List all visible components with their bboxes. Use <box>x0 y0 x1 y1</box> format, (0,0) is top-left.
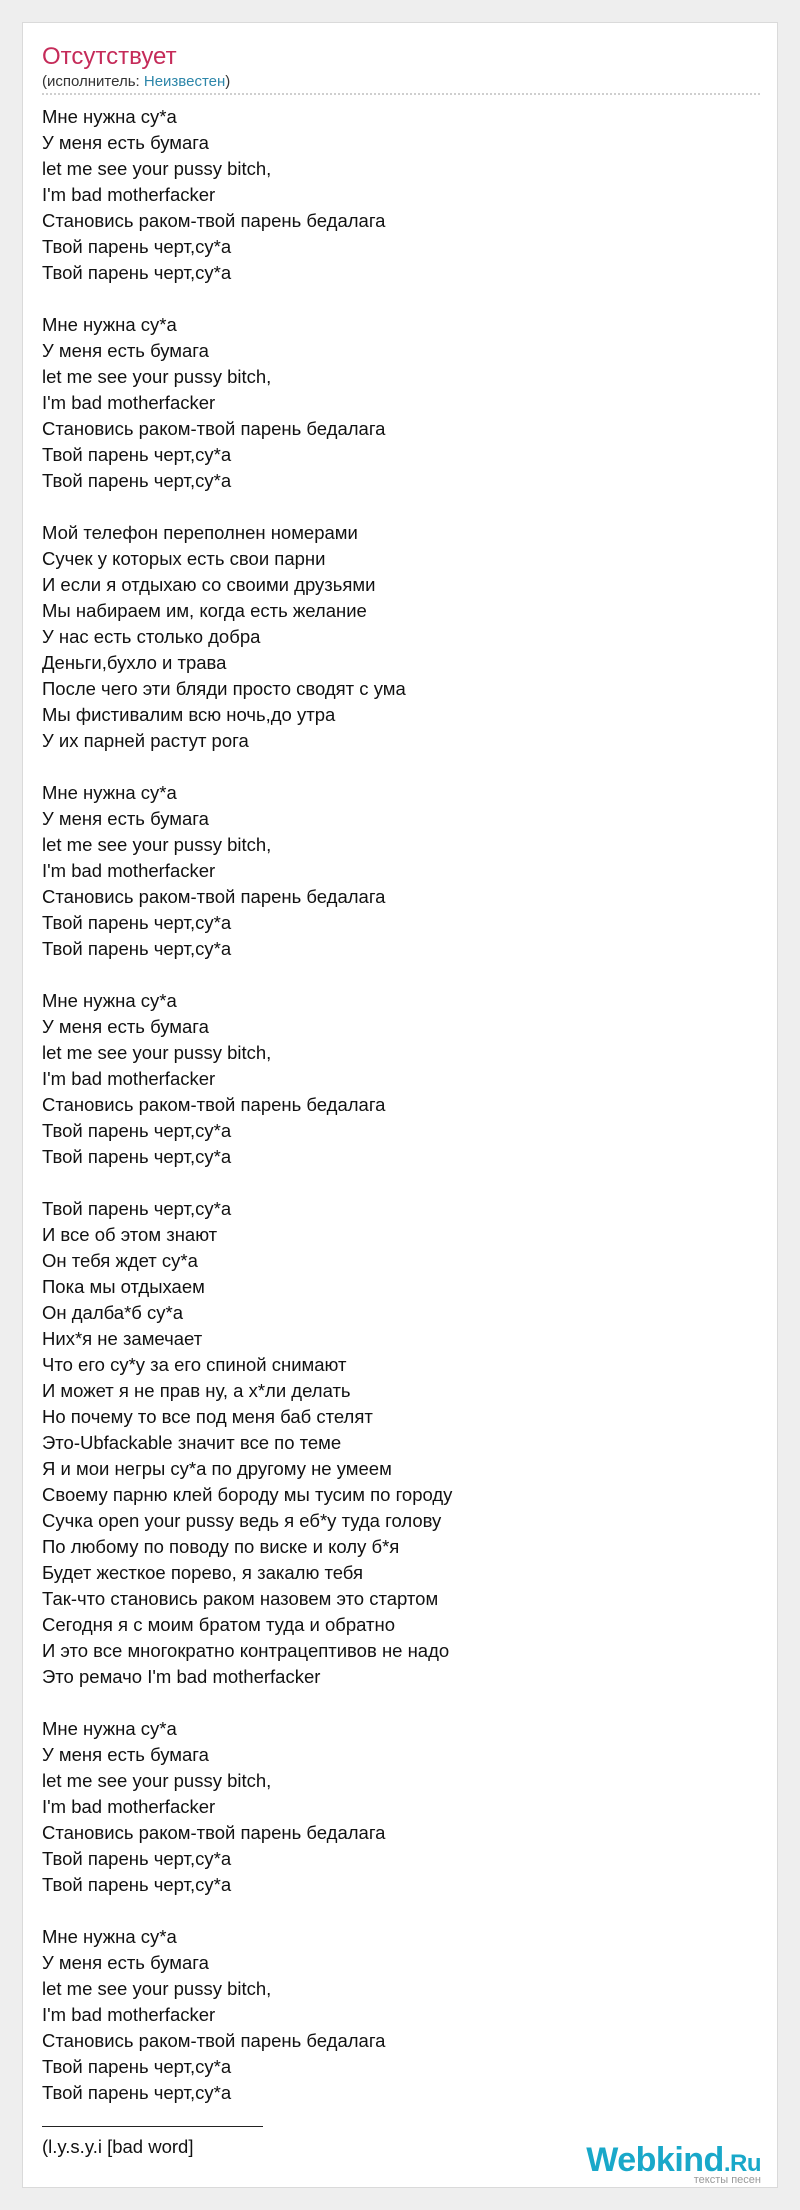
lyric-line: Мне нужна су*а <box>42 1926 177 1947</box>
lyric-line: Становись раком-твой парень бедалага <box>42 210 386 231</box>
lyric-line: У меня есть бумага <box>42 808 209 829</box>
lyric-line: Твой парень черт,су*а <box>42 2056 232 2077</box>
lyric-line: Твой парень черт,су*а <box>42 1874 232 1895</box>
lyric-line: Них*я не замечает <box>42 1328 203 1349</box>
lyric-line: let me see your pussy bitch, <box>42 158 272 179</box>
lyric-line: У меня есть бумага <box>42 1016 209 1037</box>
lyric-line: let me see your pussy bitch, <box>42 366 272 387</box>
lyrics-stanza <box>42 1716 742 1898</box>
lyric-line: И все об этом знают <box>42 1224 218 1245</box>
brand-logo[interactable] <box>571 2141 761 2186</box>
lyrics-card <box>22 22 778 2188</box>
lyric-line: Мы фистивалим всю ночь,до утра <box>42 704 336 725</box>
lyrics-stanza <box>42 1924 742 2106</box>
brand-name-text: Webkind <box>586 2141 724 2179</box>
lyric-line: Твой парень черт,су*а <box>42 444 232 465</box>
lyric-line: Пока мы отдыхаем <box>42 1276 205 1297</box>
lyric-line: Он тебя ждет су*а <box>42 1250 198 1271</box>
lyric-line: Становись раком-твой парень бедалага <box>42 1822 386 1843</box>
lyric-line: Твой парень черт,су*а <box>42 2082 232 2103</box>
brand-tagline: тексты песен <box>693 2174 761 2186</box>
lyric-line: let me see your pussy bitch, <box>42 1770 272 1791</box>
lyrics-body <box>42 104 742 2132</box>
artist-line <box>42 73 230 90</box>
lyric-line: Деньги,бухло и трава <box>42 652 227 673</box>
lyrics-stanza <box>42 520 742 754</box>
lyric-line: Твой парень черт,су*а <box>42 1120 232 1141</box>
lyric-line: Твой парень черт,су*а <box>42 1146 232 1167</box>
lyric-line: Твой парень черт,су*а <box>42 1198 232 1219</box>
lyric-line: let me see your pussy bitch, <box>42 834 272 855</box>
lyric-line: Мне нужна су*а <box>42 782 177 803</box>
lyric-line: I'm bad motherfacker <box>42 1796 216 1817</box>
lyrics-credit: (l.y.s.y.i [bad word] <box>42 2136 194 2157</box>
lyric-line: Мне нужна су*а <box>42 990 177 1011</box>
lyric-line: Становись раком-твой парень бедалага <box>42 886 386 907</box>
lyric-line: Мне нужна су*а <box>42 1718 177 1739</box>
lyric-line: let me see your pussy bitch, <box>42 1042 272 1063</box>
lyric-line: Сегодня я с моим братом туда и обратно <box>42 1614 396 1635</box>
brand-tld: .Ru <box>723 2150 761 2177</box>
song-title: Отсутствует <box>42 43 177 70</box>
artist-link[interactable]: Неизвестен <box>143 73 226 90</box>
artist-prefix: (исполнитель: <box>42 73 144 90</box>
lyrics-stanza <box>42 988 742 1170</box>
lyric-line: После чего эти бляди просто сводят с ума <box>42 678 406 699</box>
lyric-line: Но почему то все под меня баб стелят <box>42 1406 373 1427</box>
lyric-line: У меня есть бумага <box>42 340 209 361</box>
artist-suffix: ) <box>225 73 231 90</box>
lyric-line: Мне нужна су*а <box>42 314 177 335</box>
lyric-line: Мой телефон переполнен номерами <box>42 522 358 543</box>
lyric-line: Это-Ubfackable значит все по теме <box>42 1432 342 1453</box>
lyric-line: Мне нужна су*а <box>42 106 177 127</box>
lyric-line: I'm bad motherfacker <box>42 184 216 205</box>
lyric-line: Твой парень черт,су*а <box>42 470 232 491</box>
lyric-line: Я и мои негры су*а по другому не умеем <box>42 1458 392 1479</box>
lyrics-stanza <box>42 312 742 494</box>
lyric-line: Сучка open your pussy ведь я еб*у туда голову <box>42 1510 442 1531</box>
lyric-line: У меня есть бумага <box>42 1952 209 1973</box>
lyric-line: Становись раком-твой парень бедалага <box>42 1094 386 1115</box>
lyric-line: Мы набираем им, когда есть желание <box>42 600 367 621</box>
lyrics-stanza <box>42 1196 742 1690</box>
lyric-line: Так-что становись раком назовем это стартом <box>42 1588 439 1609</box>
lyric-line: Он далба*б су*а <box>42 1302 184 1323</box>
lyric-line: И если я отдыхаю со своими друзьями <box>42 574 376 595</box>
lyric-line: У меня есть бумага <box>42 1744 209 1765</box>
lyric-line: Это ремачо I'm bad motherfacker <box>42 1666 321 1687</box>
lyric-line: let me see your pussy bitch, <box>42 1978 272 1999</box>
lyric-line: Твой парень черт,су*а <box>42 1848 232 1869</box>
lyric-line: Твой парень черт,су*а <box>42 938 232 959</box>
lyric-line: I'm bad motherfacker <box>42 2004 216 2025</box>
lyric-line: У меня есть бумага <box>42 132 209 153</box>
lyrics-stanza <box>42 104 742 286</box>
footer-divider <box>42 2126 263 2127</box>
lyric-line: По любому по поводу по виске и колу б*я <box>42 1536 400 1557</box>
lyrics-stanza <box>42 780 742 962</box>
lyric-line: I'm bad motherfacker <box>42 392 216 413</box>
lyric-line: У нас есть столько добра <box>42 626 261 647</box>
lyric-line: Становись раком-твой парень бедалага <box>42 2030 386 2051</box>
lyric-line: I'm bad motherfacker <box>42 1068 216 1089</box>
lyric-line: Становись раком-твой парень бедалага <box>42 418 386 439</box>
lyric-line: И может я не прав ну, а х*ли делать <box>42 1380 351 1401</box>
lyric-line: И это все многократно контрацептивов не надо <box>42 1640 450 1661</box>
lyric-line: Сучек у которых есть свои парни <box>42 548 326 569</box>
lyric-line: Твой парень черт,су*а <box>42 912 232 933</box>
lyric-line: Твой парень черт,су*а <box>42 262 232 283</box>
lyric-line: Будет жесткое порево, я закалю тебя <box>42 1562 364 1583</box>
lyric-line: У их парней растут рога <box>42 730 249 751</box>
title-divider <box>42 93 760 95</box>
lyric-line: Твой парень черт,су*а <box>42 236 232 257</box>
lyric-line: Своему парню клей бороду мы тусим по городу <box>42 1484 453 1505</box>
lyric-line: I'm bad motherfacker <box>42 860 216 881</box>
lyric-line: Что его су*у за его спиной снимают <box>42 1354 347 1375</box>
